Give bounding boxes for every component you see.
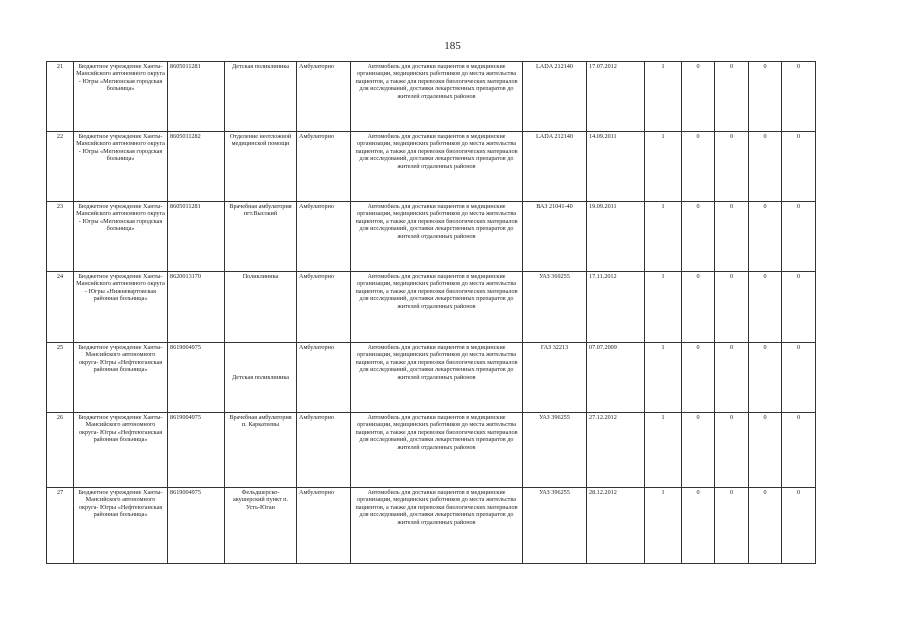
vehicle-model: УАЗ 396255 [523, 413, 587, 488]
quantity-2: 0 [682, 343, 715, 413]
inn-code: 8605011282 [168, 132, 225, 202]
quantity-3: 0 [715, 132, 749, 202]
quantity-2: 0 [682, 272, 715, 343]
quantity-1: 1 [645, 202, 682, 272]
page-number: 185 [444, 40, 461, 52]
quantity-1: 1 [645, 272, 682, 343]
quantity-4: 0 [749, 272, 782, 343]
registration-date: 17.11.2012 [587, 272, 645, 343]
quantity-1: 1 [645, 488, 682, 564]
vehicle-purpose: Автомобиль для доставки пациентов в медицинские организации, медицинских работников до места жительства пациентов, а также для перевозки биологических материалов для исследований, доставки лекарственных препаратов до жителей отдаленных районов [351, 132, 523, 202]
registration-date: 07.07.2009 [587, 343, 645, 413]
subdivision: Детская поликлиника [225, 62, 297, 132]
quantity-5: 0 [782, 202, 816, 272]
row-number: 25 [47, 343, 74, 413]
care-type: Амбулаторно [297, 343, 351, 413]
vehicle-purpose: Автомобиль для доставки пациентов в медицинские организации, медицинских работников до места жительства пациентов, а также для перевозки биологических материалов для исследований, доставки лекарственных препаратов до жителей отдаленных районов [351, 413, 523, 488]
quantity-1: 1 [645, 132, 682, 202]
quantity-1: 1 [645, 343, 682, 413]
vehicle-purpose: Автомобиль для доставки пациентов в медицинские организации, медицинских работников до места жительства пациентов, а также для перевозки биологических материалов для исследований, доставки лекарственных препаратов до жителей отдаленных районов [351, 62, 523, 132]
quantity-4: 0 [749, 488, 782, 564]
table-row [47, 62, 816, 132]
vehicle-model: LADA 212140 [523, 132, 587, 202]
quantity-2: 0 [682, 202, 715, 272]
care-type: Амбулаторно [297, 488, 351, 564]
organization-name: Бюджетное учреждение Ханты-Мансийского автономного округа - Югры «Мегионская городская больница» [74, 132, 168, 202]
quantity-5: 0 [782, 62, 816, 132]
vehicle-purpose: Автомобиль для доставки пациентов в медицинские организации, медицинских работников до места жительства пациентов, а также для перевозки биологических материалов для исследований, доставки лекарственных препаратов до жителей отдаленных районов [351, 202, 523, 272]
quantity-1: 1 [645, 413, 682, 488]
inn-code: 8619004975 [168, 343, 225, 413]
quantity-4: 0 [749, 343, 782, 413]
inn-code: 8620013170 [168, 272, 225, 343]
quantity-3: 0 [715, 413, 749, 488]
row-number: 22 [47, 132, 74, 202]
quantity-5: 0 [782, 272, 816, 343]
quantity-3: 0 [715, 62, 749, 132]
quantity-5: 0 [782, 343, 816, 413]
inn-code: 8605011281 [168, 62, 225, 132]
quantity-3: 0 [715, 488, 749, 564]
vehicle-model: УАЗ 396255 [523, 488, 587, 564]
row-number: 26 [47, 413, 74, 488]
registration-date: 27.12.2012 [587, 413, 645, 488]
care-type: Амбулаторно [297, 272, 351, 343]
table-row [47, 343, 816, 413]
quantity-5: 0 [782, 132, 816, 202]
subdivision: Врачебная амбулатория пгт.Высокий [225, 202, 297, 272]
registration-date: 14.09.2011 [587, 132, 645, 202]
registration-date: 28.12.2012 [587, 488, 645, 564]
care-type: Амбулаторно [297, 413, 351, 488]
quantity-4: 0 [749, 413, 782, 488]
table-row [47, 413, 816, 488]
registration-date: 17.07.2012 [587, 62, 645, 132]
vehicle-registry-table [46, 61, 816, 564]
quantity-4: 0 [749, 132, 782, 202]
organization-name: Бюджетное учреждение Ханты-Мансийского автономного округа - Югры «Нижневартовская районная больница» [74, 272, 168, 343]
row-number: 23 [47, 202, 74, 272]
table-row [47, 202, 816, 272]
vehicle-purpose: Автомобиль для доставки пациентов в медицинские организации, медицинских работников до места жительства пациентов, а также для перевозки биологических материалов для исследований, доставки лекарственных препаратов до жителей отдаленных районов [351, 488, 523, 564]
care-type: Амбулаторно [297, 62, 351, 132]
quantity-2: 0 [682, 132, 715, 202]
row-number: 24 [47, 272, 74, 343]
quantity-5: 0 [782, 413, 816, 488]
quantity-4: 0 [749, 202, 782, 272]
organization-name: Бюджетное учреждение Ханты-Мансийского автономного округа - Югры «Мегионская городская больница» [74, 62, 168, 132]
table-row [47, 272, 816, 343]
vehicle-purpose: Автомобиль для доставки пациентов в медицинские организации, медицинских работников до места жительства пациентов, а также для перевозки биологических материалов для исследований, доставки лекарственных препаратов до жителей отдаленных районов [351, 343, 523, 413]
organization-name: Бюджетное учреждение Ханты-Мансийского автономного округа- Югры «Нефтеюганская районная больница» [74, 413, 168, 488]
inn-code: 8619004975 [168, 488, 225, 564]
vehicle-model: ВАЗ 21041-40 [523, 202, 587, 272]
vehicle-model: УАЗ 369255 [523, 272, 587, 343]
subdivision: Детская поликлиника [225, 343, 297, 413]
quantity-2: 0 [682, 488, 715, 564]
subdivision: Фельдшерско-акушерский пункт п. Усть-Юган [225, 488, 297, 564]
subdivision: Поликлиника [225, 272, 297, 343]
quantity-2: 0 [682, 62, 715, 132]
quantity-5: 0 [782, 488, 816, 564]
table-row [47, 488, 816, 564]
subdivision: Врачебная амбулатория п. Каркатеевы [225, 413, 297, 488]
table-row [47, 132, 816, 202]
registration-date: 19.09.2011 [587, 202, 645, 272]
subdivision: Отделение неотложной медицинской помощи [225, 132, 297, 202]
quantity-3: 0 [715, 343, 749, 413]
quantity-1: 1 [645, 62, 682, 132]
organization-name: Бюджетное учреждение Ханты-Мансийского автономного округа- Югры «Нефтеюганская районная больница» [74, 343, 168, 413]
organization-name: Бюджетное учреждение Ханты-Мансийского автономного округа- Югры «Нефтеюганская районная больница» [74, 488, 168, 564]
quantity-4: 0 [749, 62, 782, 132]
vehicle-model: LADA 212140 [523, 62, 587, 132]
quantity-3: 0 [715, 202, 749, 272]
row-number: 27 [47, 488, 74, 564]
quantity-3: 0 [715, 272, 749, 343]
row-number: 21 [47, 62, 74, 132]
vehicle-model: ГАЗ 32213 [523, 343, 587, 413]
quantity-2: 0 [682, 413, 715, 488]
vehicle-purpose: Автомобиль для доставки пациентов в медицинские организации, медицинских работников до места жительства пациентов, а также для перевозки биологических материалов для исследований, доставки лекарственных препаратов до жителей отдаленных районов [351, 272, 523, 343]
care-type: Амбулаторно [297, 202, 351, 272]
inn-code: 8619004975 [168, 413, 225, 488]
inn-code: 8605011281 [168, 202, 225, 272]
organization-name: Бюджетное учреждение Ханты-Мансийского автономного округа - Югры «Мегионская городская больница» [74, 202, 168, 272]
care-type: Амбулаторно [297, 132, 351, 202]
